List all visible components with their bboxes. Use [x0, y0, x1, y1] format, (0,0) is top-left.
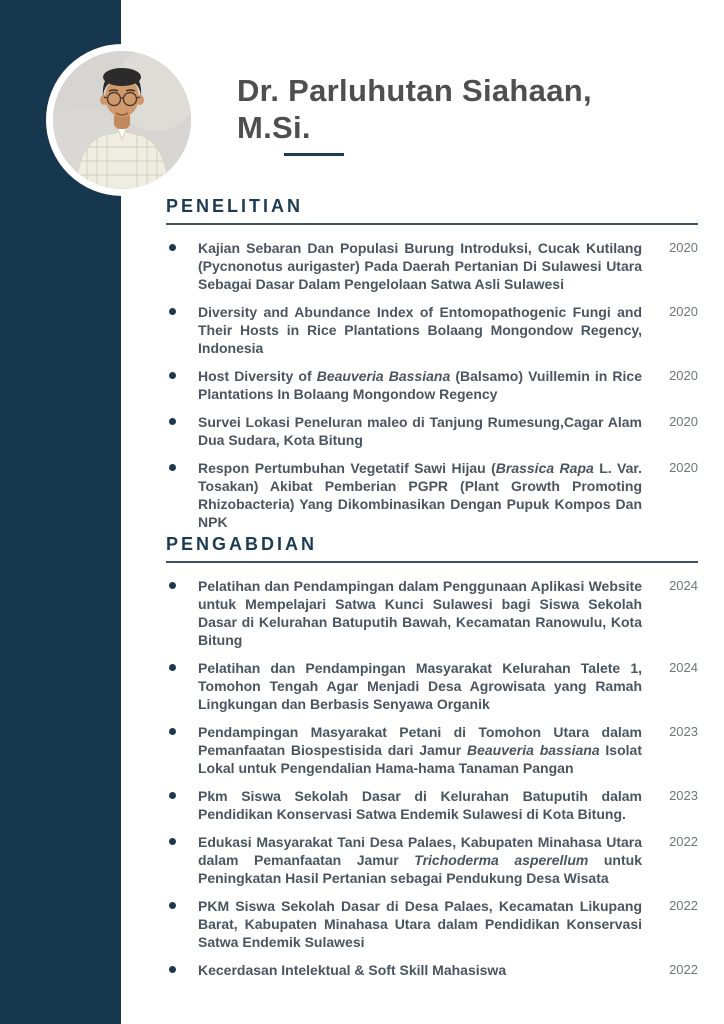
entry-text: Pelatihan dan Pendampingan Masyarakat Kelurahan Talete 1, Tomohon Tengah Agar Menjadi Desa Agrowisata yang Ramah Lingkungan dan Berbasis Senyawa Organik [198, 660, 642, 712]
section-penelitian-title: PENELITIAN [166, 196, 304, 216]
entry-year: 2020 [669, 304, 698, 319]
pengabdian-list [166, 577, 698, 979]
bullet-icon [169, 372, 176, 379]
bullet-icon [169, 244, 176, 251]
entry-year: 2024 [669, 660, 698, 675]
cv-entry [166, 833, 698, 887]
bullet-icon [169, 308, 176, 315]
entry-text: Pelatihan dan Pendampingan dalam Penggunaan Aplikasi Website untuk Mempelajari Satwa Kunci Sulawesi bagi Siswa Sekolah Dasar di Kelurahan Batuputih Bawah, Kecamatan Ranowulu, Kota Bitung [198, 578, 642, 648]
entry-text: Host Diversity of Beauveria Bassiana (Balsamo) Vuillemin in Rice Plantations In Bolaang Mongondow Regency [198, 368, 642, 402]
cv-entry [166, 961, 698, 979]
bullet-icon [169, 418, 176, 425]
cv-entry [166, 459, 698, 531]
entry-year: 2022 [669, 834, 698, 849]
bullet-icon [169, 966, 176, 973]
bullet-icon [169, 582, 176, 589]
entry-year: 2022 [669, 898, 698, 913]
entry-text: Survei Lokasi Peneluran maleo di Tanjung Rumesung,Cagar Alam Dua Sudara, Kota Bitung [198, 414, 642, 448]
bullet-icon [169, 464, 176, 471]
section-divider [166, 223, 698, 225]
cv-entry [166, 723, 698, 777]
section-divider [166, 561, 698, 563]
cv-entry [166, 659, 698, 713]
entry-year: 2020 [669, 368, 698, 383]
avatar-illustration [53, 51, 191, 189]
section-penelitian [166, 196, 698, 541]
cv-entry [166, 897, 698, 951]
entry-year: 2020 [669, 240, 698, 255]
bullet-icon [169, 728, 176, 735]
cv-entry [166, 577, 698, 649]
cv-entry [166, 367, 698, 403]
person-name [237, 72, 592, 146]
cv-entry [166, 787, 698, 823]
entry-text: PKM Siswa Sekolah Dasar di Desa Palaes, Kecamatan Likupang Barat, Kabupaten Minahasa Utara dalam Pendidikan Konservasi Satwa Endemik Sulawesi [198, 898, 642, 950]
bullet-icon [169, 792, 176, 799]
entry-year: 2022 [669, 962, 698, 977]
penelitian-list [166, 239, 698, 531]
entry-year: 2023 [669, 724, 698, 739]
entry-text: Kajian Sebaran Dan Populasi Burung Introduksi, Cucak Kutilang (Pycnonotus aurigaster) Pada Daerah Pertanian Di Sulawesi Utara Sebagai Dasar Dalam Pengelolaan Satwa Asli Sulawesi [198, 240, 642, 292]
section-pengabdian [166, 534, 698, 989]
entry-text: Kecerdasan Intelektual & Soft Skill Mahasiswa [198, 962, 507, 978]
profile-photo [46, 44, 198, 196]
entry-text: Edukasi Masyarakat Tani Desa Palaes, Kabupaten Minahasa Utara dalam Pemanfaatan Jamur Trichoderma asperellum untuk Peningkatan Hasil Pertanian sebagai Pendukung Desa Wisata [198, 834, 642, 886]
entry-year: 2020 [669, 460, 698, 475]
cv-entry [166, 303, 698, 357]
person-name-line1: Dr. Parluhutan Siahaan, [237, 73, 592, 108]
person-name-line2: M.Si. [237, 110, 311, 145]
entry-year: 2024 [669, 578, 698, 593]
cv-entry [166, 413, 698, 449]
bullet-icon [169, 902, 176, 909]
title-underline [284, 153, 344, 156]
entry-year: 2023 [669, 788, 698, 803]
cv-entry [166, 239, 698, 293]
entry-text: Pendampingan Masyarakat Petani di Tomohon Utara dalam Pemanfaatan Biospestisida dari Jamur Beauveria bassiana Isolat Lokal untuk Pengendalian Hama-hama Tanaman Pangan [198, 724, 642, 776]
entry-text: Pkm Siswa Sekolah Dasar di Kelurahan Batuputih dalam Pendidikan Konservasi Satwa Endemik Sulawesi di Kota Bitung. [198, 788, 642, 822]
bullet-icon [169, 664, 176, 671]
entry-year: 2020 [669, 414, 698, 429]
entry-text: Diversity and Abundance Index of Entomopathogenic Fungi and Their Hosts in Rice Plantations Bolaang Mongondow Regency, Indonesia [198, 304, 642, 356]
section-pengabdian-title: PENGABDIAN [166, 534, 318, 554]
entry-text: Respon Pertumbuhan Vegetatif Sawi Hijau (Brassica Rapa L. Var. Tosakan) Akibat Pemberian PGPR (Plant Growth Promoting Rhizobacteria) Yang Dikombinasikan Dengan Pupuk Kompos Dan NPK [198, 460, 642, 530]
bullet-icon [169, 838, 176, 845]
